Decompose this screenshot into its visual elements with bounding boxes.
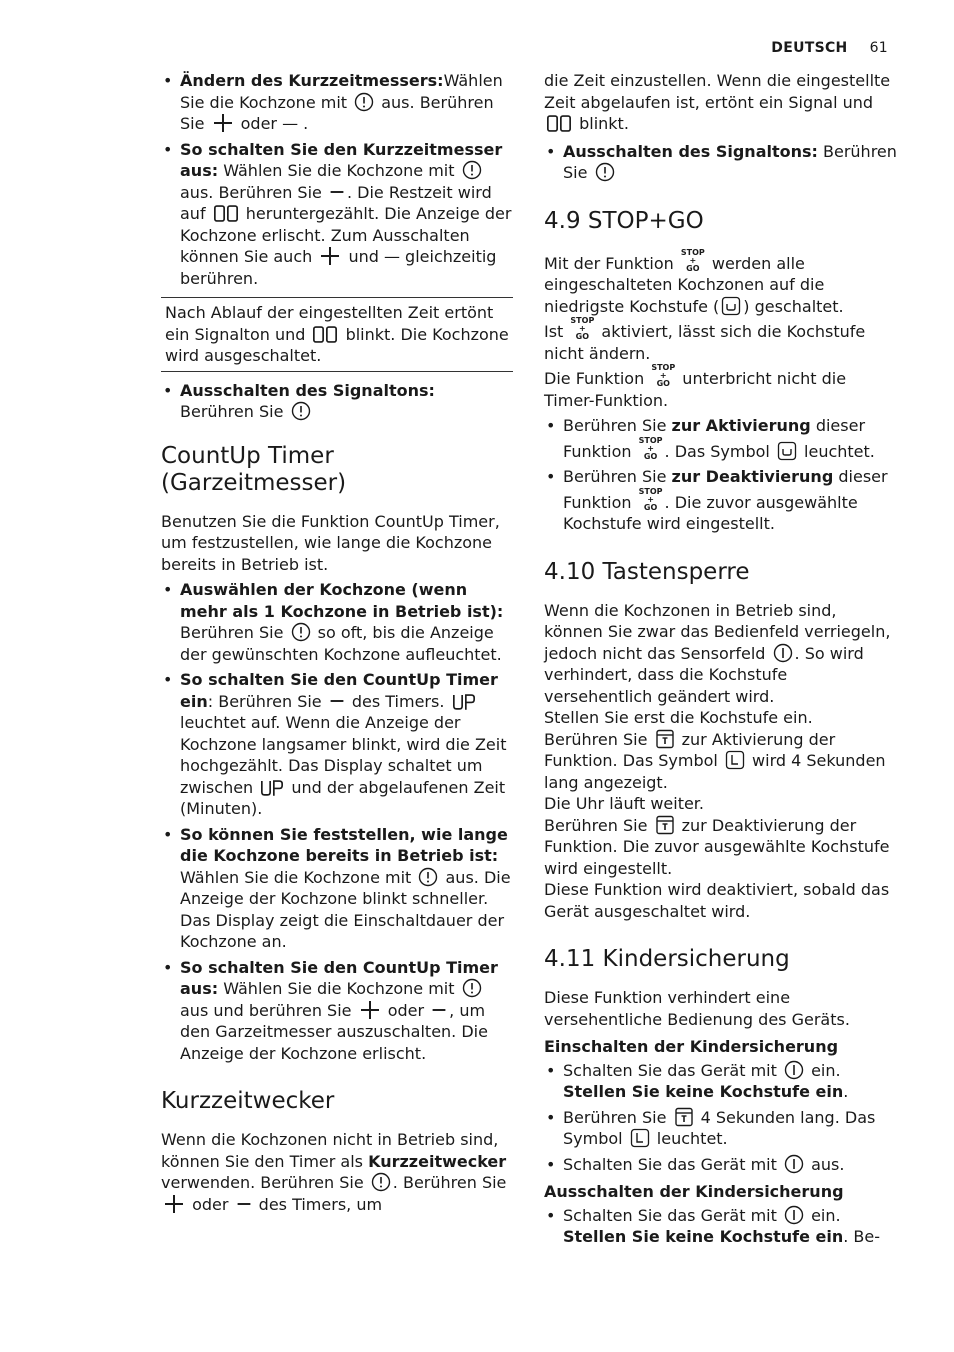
- section-heading-stop-go: 4.9 STOP+GO: [544, 207, 704, 234]
- minus-icon: [236, 1194, 252, 1214]
- plus-icon: [319, 246, 341, 266]
- list-item: • So schalten Sie den CountUp Timer aus: Wählen Sie die Kochzone mit aus und berühren Sie oder , um den Garzeitmesser auszuschalten. Die Anzeige der Kochzone erlischt.: [161, 957, 513, 1065]
- display-00-icon: [312, 325, 338, 344]
- info-note: Nach Ablauf der eingestellten Zeit ertönt ein Signalton und blinkt. Die Kochzone wird ausgeschaltet.: [161, 297, 513, 372]
- on-off-icon: [773, 643, 793, 663]
- lock-icon: [655, 729, 675, 749]
- tastensperre-text-6: Diese Funktion wird deaktiviert, sobald das Gerät ausgeschaltet wird.: [544, 880, 890, 921]
- on-off-icon: [784, 1060, 804, 1080]
- timer-icon: [354, 92, 374, 112]
- minus-icon: [329, 182, 345, 202]
- list-item: • Schalten Sie das Gerät mit ein. Stellen Sie keine Kochstufe ein.: [544, 1060, 898, 1103]
- minus-icon: [329, 691, 345, 711]
- timer-icon: [462, 160, 482, 180]
- stop-go-text-3: Die Funktion STOP + GO unterbricht nicht die Timer-Funktion.: [544, 363, 847, 410]
- stop-go-icon: STOP + GO: [638, 486, 663, 512]
- tastensperre-text-2: Stellen Sie erst die Kochstufe ein.: [544, 708, 813, 727]
- display-00-icon: [546, 114, 572, 133]
- minus-icon: [431, 1000, 447, 1020]
- stop-go-list: [544, 415, 898, 535]
- section-heading-kindersicherung: 4.11 Kindersicherung: [544, 946, 790, 972]
- display-l-icon: [630, 1128, 650, 1148]
- tastensperre-text-5: Berühren Sie zur Deaktivierung der Funktion. Die zuvor ausgewählte Kochstufe wird eingestellt.: [544, 815, 890, 878]
- list-item: • Berühren Sie zur Deaktivierung dieser Funktion STOP + GO . Die zuvor ausgewählte Kochstufe wird eingestellt.: [544, 466, 898, 535]
- on-off-icon: [784, 1154, 804, 1174]
- list-item: • Auswählen der Kochzone (wenn mehr als 1 Kochzone in Betrieb ist): Berühren Sie so oft, bis die Anzeige der gewünschten Kochzone aufleuchtet.: [161, 579, 513, 665]
- plus-icon: [359, 1000, 381, 1020]
- list-item: • Ausschalten des Signaltons: Berühren Sie: [161, 380, 513, 423]
- display-l-icon: [725, 750, 745, 770]
- subheading-kindersicherung-on: Einschalten der Kindersicherung: [544, 1037, 839, 1056]
- page-number: 61: [869, 40, 888, 56]
- list-item: • So schalten Sie den Kurzzeitmesser aus: Wählen Sie die Kochzone mit aus. Berühren Sie . Die Restzeit wird auf heruntergezählt. Die Anzeige der Kochzone erlischt. Zum Ausschalten können Sie auch und — gleichzeitig berühren.: [161, 139, 513, 290]
- section-title: DEUTSCH: [771, 40, 848, 56]
- section-heading-kurzzeitwecker: Kurzzeitwecker: [161, 1088, 335, 1114]
- display-up-icon: [452, 692, 476, 711]
- keep-warm-icon: [777, 441, 797, 461]
- timer-icon: [418, 867, 438, 887]
- list-item: • Berühren Sie zur Aktivierung dieser Funktion STOP + GO . Das Symbol leuchtet.: [544, 415, 898, 462]
- display-up-icon: [260, 778, 284, 797]
- stop-go-text-2: Ist STOP + GO aktiviert, lässt sich die Kochstufe nicht ändern.: [544, 316, 866, 363]
- display-00-icon: [213, 204, 239, 223]
- section-heading-countup: CountUp Timer (Garzeitmesser): [161, 442, 347, 496]
- keep-warm-icon: [721, 296, 741, 316]
- on-off-icon: [784, 1205, 804, 1225]
- left-column: [161, 70, 513, 1215]
- stop-go-icon: STOP + GO: [680, 247, 705, 273]
- tastensperre-text-4: Die Uhr läuft weiter.: [544, 794, 704, 813]
- kindersicherung-off-list: [544, 1205, 898, 1248]
- timer-icon: [595, 162, 615, 182]
- kindersicherung-intro: Diese Funktion verhindert eine versehentliche Bedienung des Geräts.: [544, 988, 850, 1029]
- kurzzeitwecker-text: Wenn die Kochzonen nicht in Betrieb sind, können Sie den Timer als Kurzzeitwecker verwenden. Berühren Sie . Berühren Sie oder des Timers, um: [161, 1130, 507, 1214]
- timer-icon: [291, 622, 311, 642]
- signal-off-list-2: [544, 141, 898, 184]
- page-header: [771, 40, 888, 56]
- list-item: • Berühren Sie 4 Sekunden lang. Das Symbol leuchtet.: [544, 1107, 898, 1150]
- signal-off-list: [161, 380, 513, 423]
- tastensperre-text-1: Wenn die Kochzonen in Betrieb sind, können Sie zwar das Bedienfeld verriegeln, jedoch nicht das Sensorfeld . So wird verhindert, dass die Kochstufe versehentlich geändert wird.: [544, 600, 891, 706]
- stop-go-icon: STOP + GO: [570, 316, 595, 341]
- kindersicherung-on-list: [544, 1060, 898, 1176]
- list-item: • Ändern des Kurzzeitmessers:Wählen Sie die Kochzone mit aus. Berühren Sie oder — .: [161, 70, 513, 135]
- kurzzeitwecker-continued: die Zeit einzustellen. Wenn die eingestellte Zeit abgelaufen ist, ertönt ein Signal und blinkt.: [544, 71, 891, 133]
- timer-icon: [291, 401, 311, 421]
- plus-icon: [163, 1194, 185, 1214]
- plus-icon: [212, 113, 234, 133]
- stop-go-text-1: Mit der Funktion STOP + GO werden alle eingeschalteten Kochzonen auf die niedrigste Kochstufe ( ) geschaltet.: [544, 247, 844, 316]
- list-item: • So schalten Sie den CountUp Timer ein: Berühren Sie des Timers. leuchtet auf. Wenn die Anzeige der Kochzone langsamer blinkt, wird die Zeit hochgezählt. Das Display schaltet um zwischen und der abgelaufenen Zeit (Minuten).: [161, 669, 513, 820]
- stop-go-icon: STOP + GO: [651, 363, 676, 388]
- countup-list: [161, 579, 513, 1064]
- list-item: • Schalten Sie das Gerät mit aus.: [544, 1154, 898, 1176]
- section-heading-tastensperre: 4.10 Tastensperre: [544, 558, 750, 585]
- lock-icon: [674, 1107, 694, 1127]
- tastensperre-text-3: Berühren Sie zur Aktivierung der Funktion. Das Symbol wird 4 Sekunden lang angezeigt.: [544, 729, 886, 792]
- stop-go-icon: STOP + GO: [638, 435, 663, 461]
- list-item: • Ausschalten des Signaltons: Berühren Sie: [544, 141, 898, 184]
- timer-icon: [462, 978, 482, 998]
- countup-intro: Benutzen Sie die Funktion CountUp Timer, um festzustellen, wie lange die Kochzone bereits in Betrieb ist.: [161, 511, 500, 574]
- lock-icon: [655, 815, 675, 835]
- list-item: • So können Sie feststellen, wie lange die Kochzone bereits in Betrieb ist: Wählen Sie die Kochzone mit aus. Die Anzeige der Kochzone blinkt schneller. Das Display zeigt die Einschaltdauer der Kochzone an.: [161, 824, 513, 953]
- subheading-kindersicherung-off: Ausschalten der Kindersicherung: [544, 1182, 844, 1201]
- list-item: • Schalten Sie das Gerät mit ein. Stellen Sie keine Kochstufe ein. Be-: [544, 1205, 898, 1248]
- timer-icon: [371, 1172, 391, 1192]
- timer-change-list: [161, 70, 513, 289]
- right-column: [544, 70, 898, 1252]
